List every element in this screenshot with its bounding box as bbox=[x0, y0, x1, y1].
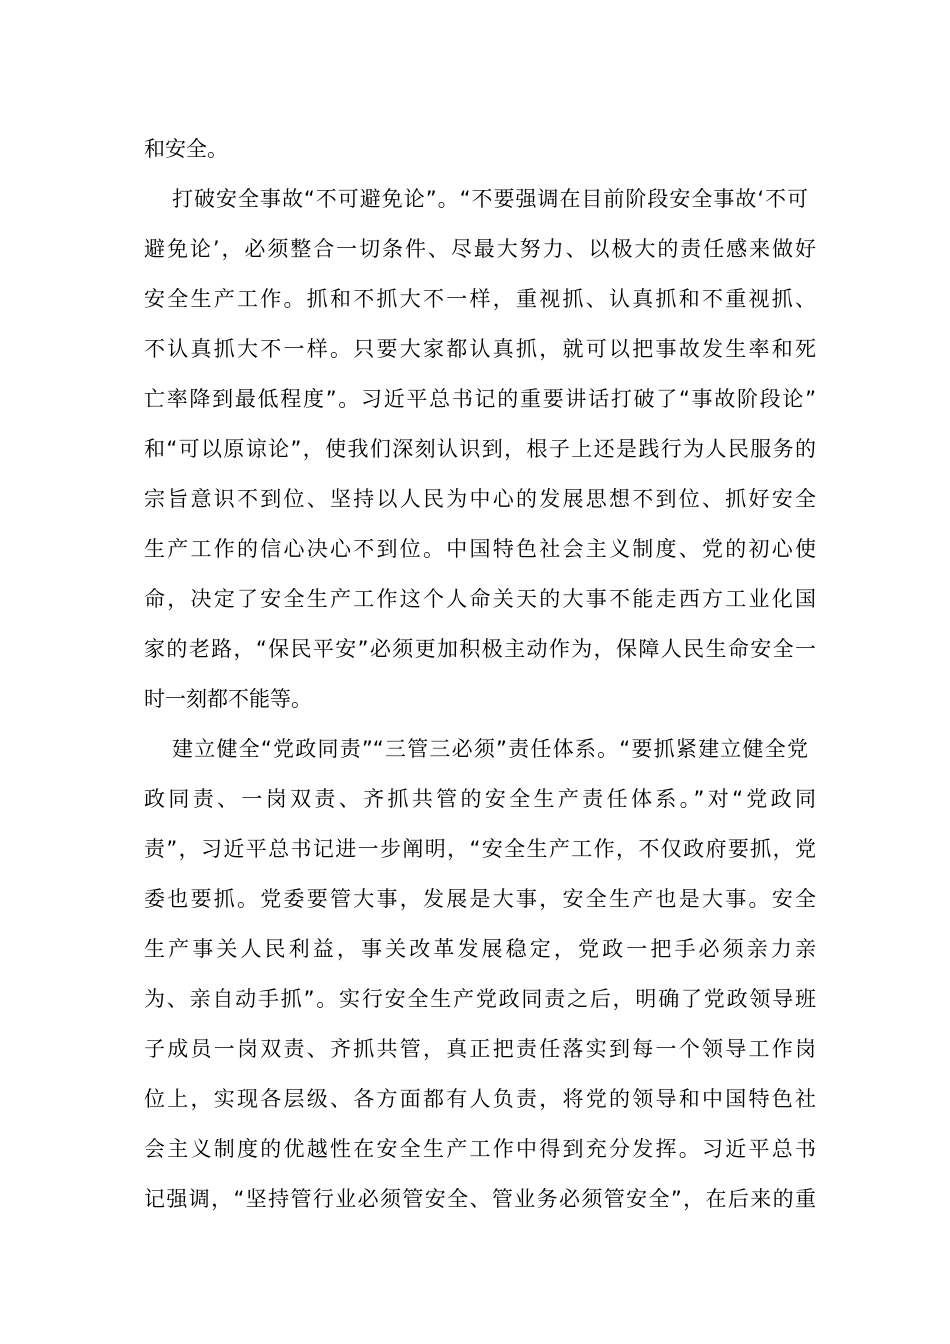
text-line: 位上，实现各层级、各方面都有人负责，将党的领导和中国特色社 bbox=[144, 1087, 816, 1111]
text-line: 生产事关人民利益，事关改革发展稳定，党政一把手必须亲力亲 bbox=[144, 937, 816, 961]
text-line: 为、亲自动手抓”。实行安全生产党政同责之后，明确了党政领导班 bbox=[144, 987, 816, 1011]
text-line: 避免论’，必须整合一切条件、尽最大努力、以极大的责任感来做好 bbox=[144, 237, 816, 261]
text-line: 生产工作的信心决心不到位。中国特色社会主义制度、党的初心使 bbox=[144, 537, 816, 561]
text-line: 和安全。 bbox=[144, 137, 228, 161]
text-line: 政同责、一岗双责、齐抓共管的安全生产责任体系。”对“党政同 bbox=[144, 787, 816, 811]
text-line: 家的老路，“保民平安”必须更加积极主动作为，保障人民生命安全一 bbox=[144, 637, 816, 661]
text-line: 和“可以原谅论”，使我们深刻认识到，根子上还是践行为人民服务的 bbox=[144, 437, 816, 461]
text-line: 时一刻都不能等。 bbox=[144, 687, 312, 711]
text-line: 宗旨意识不到位、坚持以人民为中心的发展思想不到位、抓好安全 bbox=[144, 487, 816, 511]
text-line: 责”，习近平总书记进一步阐明，“安全生产工作，不仅政府要抓，党 bbox=[144, 837, 816, 861]
paragraph-start-line: 建立健全“党政同责”“三管三必须”责任体系。“要抓紧建立健全党 bbox=[172, 737, 808, 761]
text-line: 会主义制度的优越性在安全生产工作中得到充分发挥。习近平总书 bbox=[144, 1137, 816, 1161]
text-line: 委也要抓。党委要管大事，发展是大事，安全生产也是大事。安全 bbox=[144, 887, 816, 911]
text-line: 记强调，“坚持管行业必须管安全、管业务必须管安全”，在后来的重 bbox=[144, 1187, 816, 1211]
text-line: 命，决定了安全生产工作这个人命关天的大事不能走西方工业化国 bbox=[144, 587, 816, 611]
text-line: 安全生产工作。抓和不抓大不一样，重视抓、认真抓和不重视抓、 bbox=[144, 287, 816, 311]
text-line: 亡率降到最低程度”。习近平总书记的重要讲话打破了“事故阶段论” bbox=[144, 387, 816, 411]
text-line: 子成员一岗双责、齐抓共管，真正把责任落实到每一个领导工作岗 bbox=[144, 1037, 816, 1061]
text-line: 不认真抓大不一样。只要大家都认真抓，就可以把事故发生率和死 bbox=[144, 337, 816, 361]
paragraph-start-line: 打破安全事故“不可避免论”。“不要强调在目前阶段安全事故‘不可 bbox=[172, 187, 808, 211]
